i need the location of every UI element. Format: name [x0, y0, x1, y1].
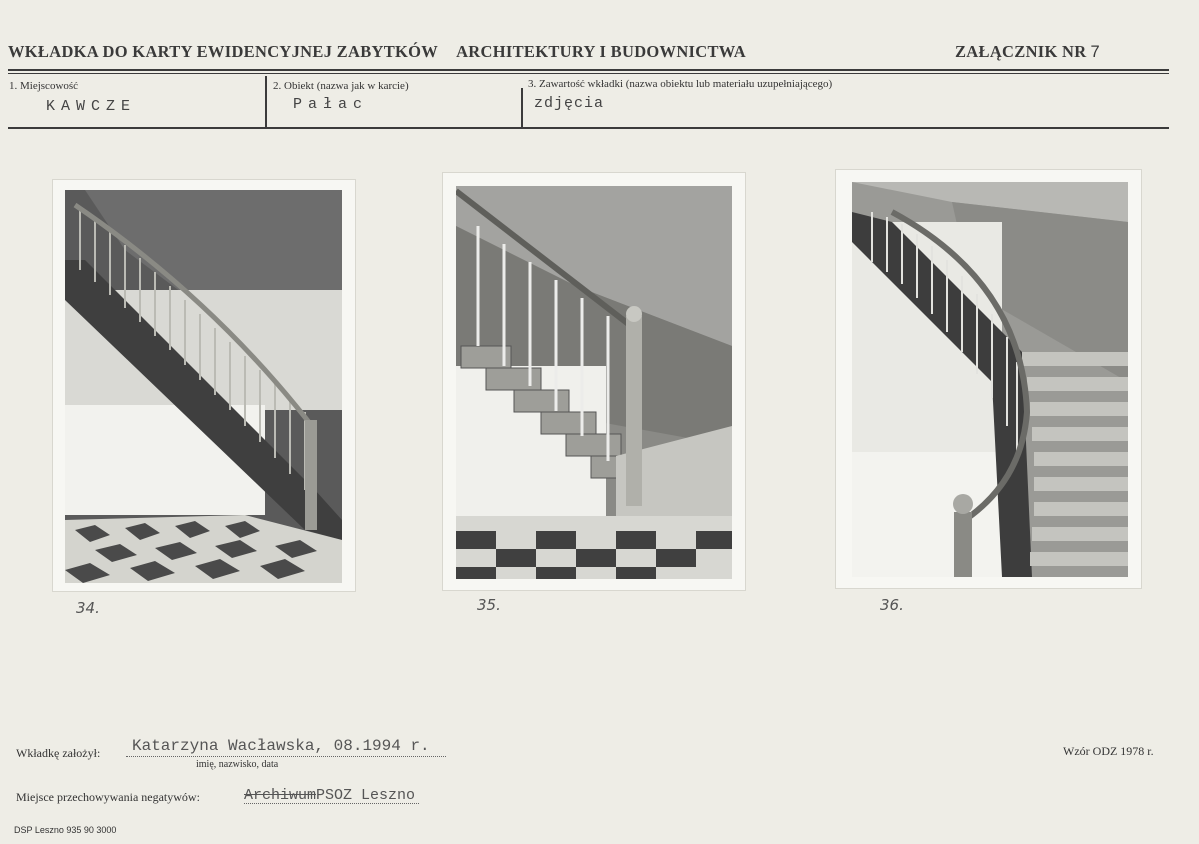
locality-label: 1. Miejscowość	[9, 80, 79, 92]
storage-value-struck: Archiwum	[244, 787, 317, 804]
header-rule	[8, 69, 1169, 71]
storage-value	[244, 787, 415, 804]
attachment-number	[955, 42, 1100, 62]
field-separator-2	[521, 88, 523, 128]
founded-value: Katarzyna Wacławska, 08.1994 r.	[132, 737, 430, 755]
staircase-photo	[456, 186, 732, 579]
storage-value-text: PSOZ Leszno	[316, 787, 416, 804]
storage-dotline	[244, 803, 419, 804]
photo-card-36	[836, 170, 1141, 588]
title-part-1: WKŁADKA DO KARTY EWIDENCYJNEJ ZABYTKÓW	[8, 42, 439, 61]
founded-sublabel: imię, nazwisko, data	[196, 759, 279, 770]
locality-value: KAWCZE	[46, 98, 137, 115]
photo-caption-36: 36.	[880, 596, 904, 614]
field-separator-1	[265, 76, 267, 128]
photo-card-34	[53, 180, 355, 591]
attachment-num: 7	[1090, 43, 1100, 61]
photo-card-35	[443, 173, 745, 590]
attachment-label: ZAŁĄCZNIK NR	[955, 42, 1087, 61]
founded-label: Wkładkę założył:	[16, 746, 101, 760]
photo-caption-35: 35.	[477, 596, 501, 614]
printer-info: DSP Leszno 935 90 3000	[14, 825, 117, 835]
staircase-photo	[852, 182, 1128, 577]
content-value: zdjęcia	[534, 95, 605, 112]
photo-caption-34: 34.	[76, 599, 100, 617]
content-label: 3. Zawartość wkładki (nazwa obiektu lub materiału uzupełniającego)	[528, 78, 833, 90]
document-title	[8, 42, 746, 62]
storage-label: Miejsce przechowywania negatywów:	[16, 790, 200, 804]
object-value: Pałac	[293, 96, 369, 113]
fields-top-rule	[8, 73, 1169, 74]
fields-bottom-rule	[8, 127, 1169, 129]
staircase-photo	[65, 190, 342, 583]
title-part-2: ARCHITEKTURY I BUDOWNICTWA	[456, 42, 746, 61]
founded-dotline	[126, 756, 446, 757]
template-number: Wzór ODZ 1978 r.	[1063, 744, 1154, 758]
object-label: 2. Obiekt (nazwa jak w karcie)	[273, 80, 409, 92]
